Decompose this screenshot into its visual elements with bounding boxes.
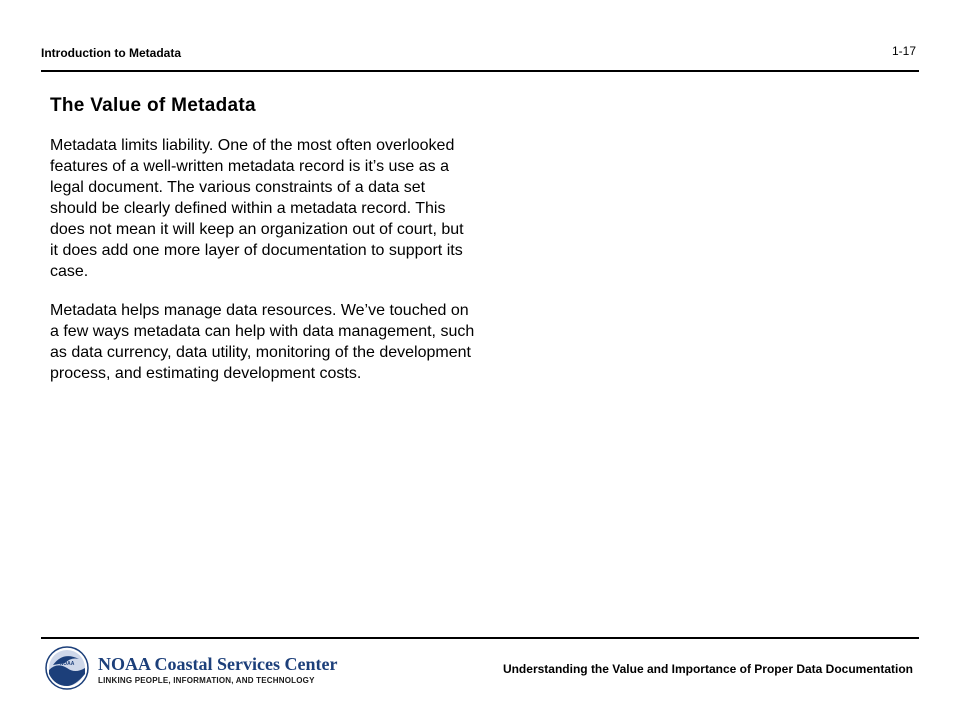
header-divider [41,70,919,72]
slide-body [50,135,475,402]
seal-text: NOAA [59,661,75,667]
footer-tagline: Understanding the Value and Importance of Proper Data Documentation [502,662,913,676]
noaa-seal-icon [45,646,89,690]
noaa-logo [45,646,338,692]
paragraph-liability: Metadata limits liability. One of the most often overlooked features of a well-written metadata record is it’s use as a legal document. The various constraints of a data set should be clearly defined within a metadata record. This does not mean it will keep an organization out of court, but it does add one more layer of documentation to support its case. [50,137,464,280]
footer-divider [41,637,919,639]
slide-title: The Value of Metadata [50,95,256,116]
brand-tagline: LINKING PEOPLE, INFORMATION, AND TECHNOLOGY [98,676,315,685]
brand-name: NOAA Coastal Services Center [98,654,338,674]
header-section-title: Introduction to Metadata [41,46,181,60]
page-number: 1-17 [891,44,916,58]
paragraph-data-resources: Metadata helps manage data resources. We’ve touched on a few ways metadata can help with data management, such as data currency, data utility, monitoring of the development process, and estimating development costs. [50,302,475,382]
